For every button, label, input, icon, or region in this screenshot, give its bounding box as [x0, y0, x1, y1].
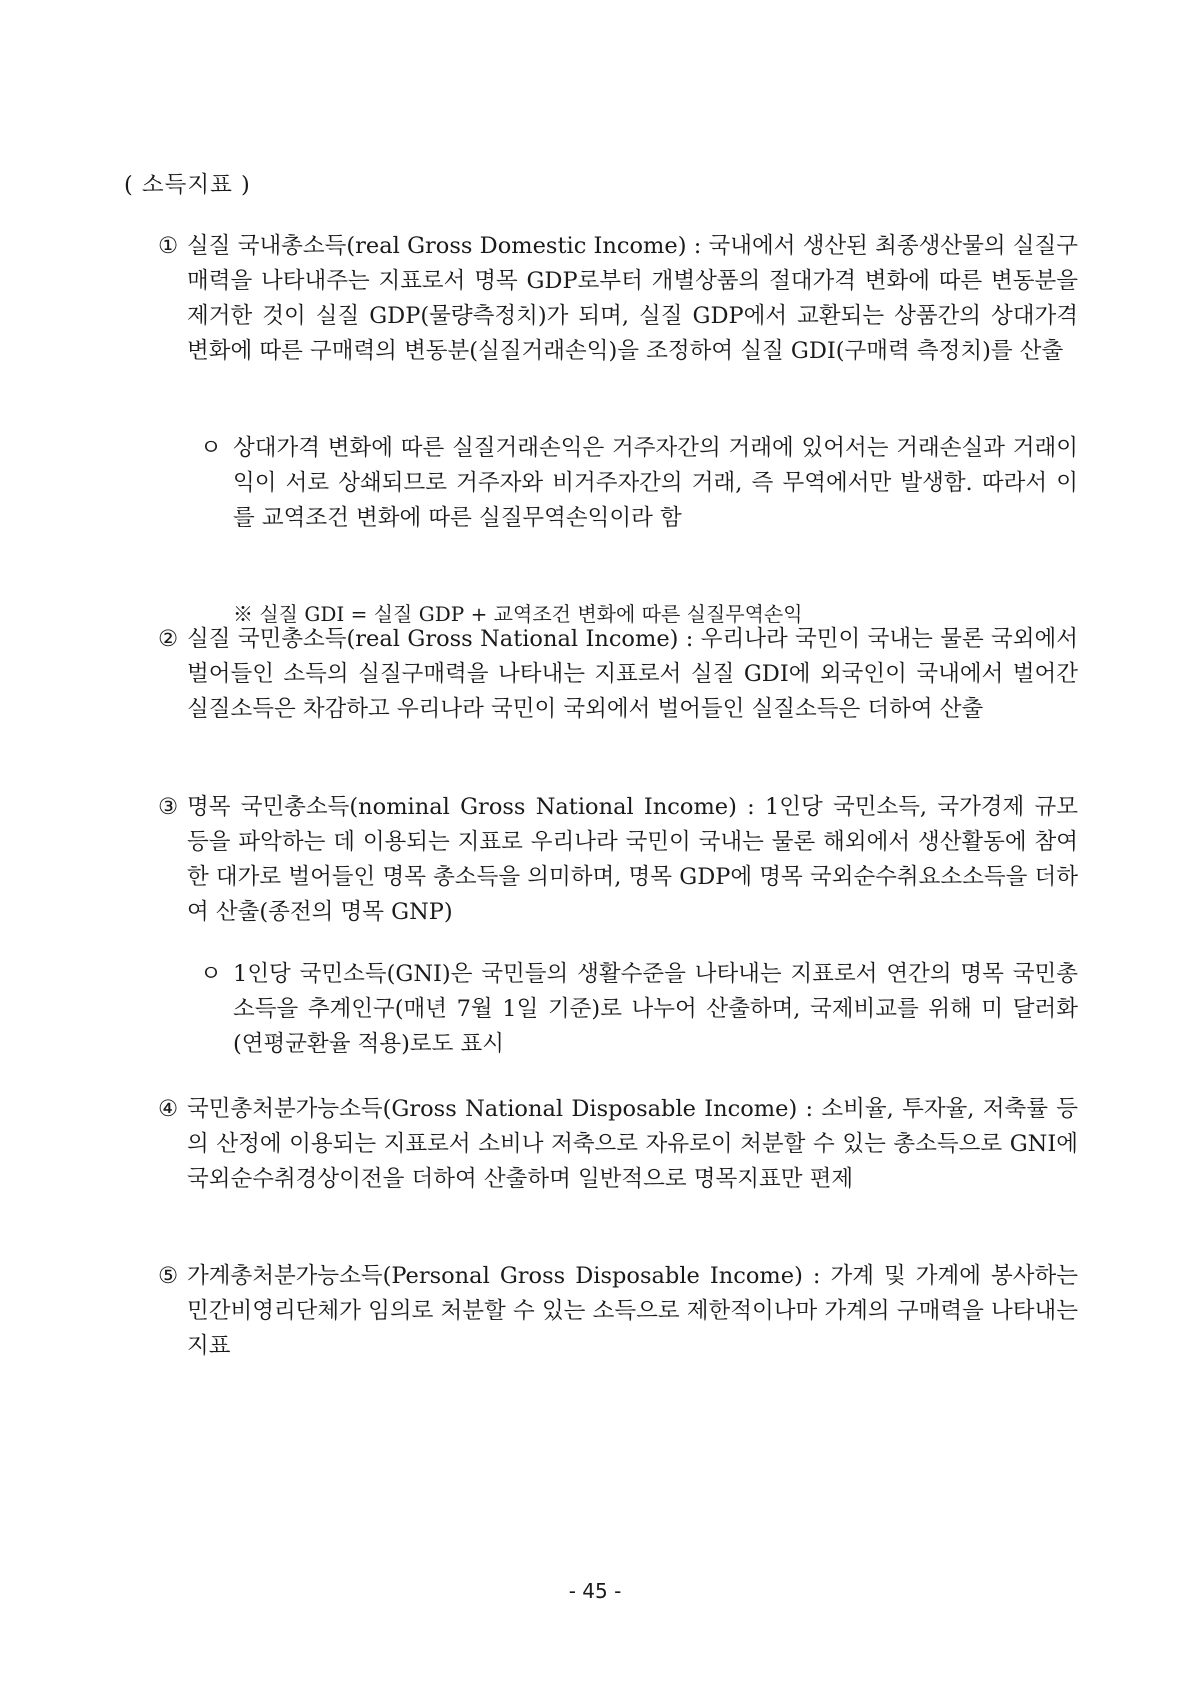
item-number: ⑤ [158, 1263, 179, 1289]
page-number: - 45 - [568, 1579, 622, 1603]
section-heading: ( 소득지표 ) [124, 172, 251, 198]
sub-bullet [200, 431, 1078, 536]
income-indicator-item [158, 622, 1078, 727]
income-indicator-item [158, 790, 1078, 930]
bullet-text: 상대가격 변화에 따른 실질거래손익은 거주자간의 거래에 있어서는 거래손실과 거래이익이 서로 상쇄되므로 거주자와 비거주자간의 거래, 즉 무역에서만 발생함. 따라서 이를 교역조건 변화에 따른 실질무역손익이라 함 [233, 435, 1078, 531]
bullet-text: 1인당 국민소득(GNI)은 국민들의 생활수준을 나타내는 지표로서 연간의 명목 국민총소득을 추계인구(매년 7월 1일 기준)로 나누어 산출하며, 국제비교를 위해 미 달러화(연평균환율 적용)로도 표시 [233, 961, 1078, 1057]
formula-note: ※ 실질 GDI = 실질 GDP + 교역조건 변화에 따른 실질무역손익 [233, 602, 803, 626]
income-indicator-item [158, 229, 1078, 369]
bullet-marker: ㅇ [200, 435, 222, 461]
income-indicator-item [158, 1259, 1078, 1364]
item-number: ④ [158, 1096, 179, 1122]
item-text: 명목 국민총소득(nominal Gross National Income) : 1인당 국민소득, 국가경제 규모 등을 파악하는 데 이용되는 지표로 우리나라 국민이 국내는 물론 해외에서 생산활동에 참여한 대가로 벌어들인 명목 총소득을 의미하며, 명목 GDP에 명목 국외순수취요소소득을 더하여 산출(종전의 명목 GNP) [187, 794, 1078, 925]
item-number: ② [158, 626, 179, 652]
item-text: 실질 국내총소득(real Gross Domestic Income) : 국내에서 생산된 최종생산물의 실질구매력을 나타내주는 지표로서 명목 GDP로부터 개별상품의 절대가격 변화에 따른 변동분을 제거한 것이 실질 GDP(물량측정치)가 되며, 실질 GDP에서 교환되는 상품간의 상대가격 변화에 따른 구매력의 변동분(실질거래손익)을 조정하여 실질 GDI(구매력 측정치)를 산출 [187, 233, 1078, 364]
income-indicator-item [158, 1092, 1078, 1197]
item-text: 가계총처분가능소득(Personal Gross Disposable Income) : 가계 및 가계에 봉사하는 민간비영리단체가 임의로 처분할 수 있는 소득으로 제한적이나마 가계의 구매력을 나타내는 지표 [187, 1263, 1078, 1359]
item-text: 국민총처분가능소득(Gross National Disposable Income) : 소비율, 투자율, 저축률 등의 산정에 이용되는 지표로서 소비나 저축으로 자유로이 처분할 수 있는 총소득으로 GNI에 국외순수취경상이전을 더하여 산출하며 일반적으로 명목지표만 편제 [187, 1096, 1078, 1192]
item-number: ① [158, 233, 179, 259]
sub-bullet [200, 957, 1078, 1062]
bullet-marker: ㅇ [200, 961, 222, 987]
item-text: 실질 국민총소득(real Gross National Income) : 우리나라 국민이 국내는 물론 국외에서 벌어들인 소득의 실질구매력을 나타내는 지표로서 실질 GDI에 외국인이 국내에서 벌어간 실질소득은 차감하고 우리나라 국민이 국외에서 벌어들인 실질소득은 더하여 산출 [187, 626, 1078, 722]
item-number: ③ [158, 794, 179, 820]
